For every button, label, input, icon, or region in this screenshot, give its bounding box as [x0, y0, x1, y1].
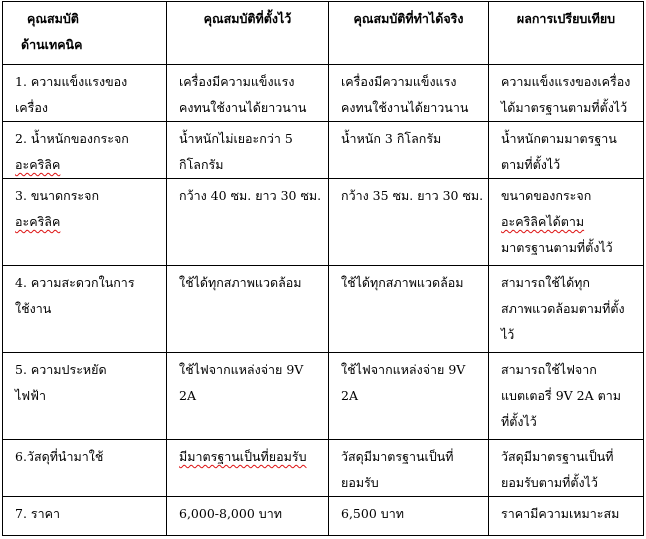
table-row [3, 353, 644, 440]
cell-result [489, 65, 644, 122]
cell-line: ความแข็งแรงของเครื่อง [501, 74, 631, 89]
cell-line: ใช้ไฟจากแหล่งจ่าย 9V [341, 362, 466, 377]
cell-result [489, 497, 644, 536]
cell-line: อะคริลิคได้ตาม [501, 214, 585, 229]
table-row [3, 497, 644, 536]
cell-line: ได้มาตรฐานตามที่ตั้งไว้ [501, 100, 628, 115]
cell-line: กว้าง 35 ซม. ยาว 30 ซม. [341, 188, 484, 203]
cell-line: ยอมรับ [341, 475, 379, 490]
cell-line: สภาพแวดล้อมตามที่ตั้ง [501, 301, 625, 316]
cell-line: 2A [179, 388, 196, 403]
cell-result [489, 122, 644, 179]
cell-line: แบตเตอรี่ 9V 2A ตาม [501, 388, 621, 403]
header-technical-property [3, 2, 167, 65]
cell-line: มาตรฐานตามที่ตั้งไว้ [501, 240, 613, 255]
cell-line: 7. ราคา [15, 506, 61, 521]
cell-actual [329, 266, 489, 353]
cell-property [3, 353, 167, 440]
cell-line: ใช้ได้ทุกสภาพแวดล้อม [341, 275, 464, 290]
cell-property [3, 122, 167, 179]
cell-target [167, 440, 329, 497]
cell-target [167, 65, 329, 122]
cell-result [489, 353, 644, 440]
comparison-table [2, 1, 644, 536]
cell-line: ราคามีความเหมาะสม [501, 506, 620, 521]
header-line: ด้านเทคนิค [21, 37, 83, 52]
cell-actual [329, 122, 489, 179]
cell-line: สามารถใช้ไฟจาก [501, 362, 597, 377]
header-target-property [167, 2, 329, 65]
cell-actual [329, 179, 489, 266]
header-comparison-result [489, 2, 644, 65]
cell-target [167, 497, 329, 536]
cell-line: ไว้ [501, 327, 515, 342]
cell-target [167, 179, 329, 266]
cell-line: คงทนใช้งานได้ยาวนาน [179, 100, 307, 115]
cell-actual [329, 353, 489, 440]
cell-line: 5. ความประหยัด [15, 362, 107, 377]
cell-line: ขนาดของกระจก [501, 188, 592, 203]
table-row [3, 65, 644, 122]
cell-line: อะคริลิค [15, 214, 61, 229]
cell-target [167, 353, 329, 440]
cell-line: 6,000-8,000 บาท [179, 506, 282, 521]
table-row [3, 122, 644, 179]
table-row [3, 266, 644, 353]
cell-line: 2A [341, 388, 358, 403]
cell-line: ใช้ไฟจากแหล่งจ่าย 9V [179, 362, 304, 377]
header-line: คุณสมบัติที่ทำได้จริง [353, 11, 464, 26]
cell-line: 1. ความแข็งแรงของ [15, 74, 128, 89]
cell-actual [329, 497, 489, 536]
cell-property [3, 266, 167, 353]
cell-line: มีมาตรฐานเป็นที่ยอมรับ [179, 449, 307, 464]
cell-line: น้ำหนักตามมาตรฐาน [501, 131, 617, 146]
cell-line: ที่ตั้งไว้ [501, 414, 537, 429]
cell-line: 6.วัสดุที่นำมาใช้ [15, 449, 104, 464]
cell-property [3, 65, 167, 122]
cell-line: วัสดุมีมาตรฐานเป็นที่ [501, 449, 614, 464]
cell-line: เครื่อง [15, 100, 48, 115]
table-row [3, 179, 644, 266]
cell-line: ไฟฟ้า [15, 388, 47, 403]
cell-actual [329, 440, 489, 497]
cell-line: กิโลกรัม [179, 157, 224, 172]
cell-result [489, 266, 644, 353]
cell-line: กว้าง 40 ซม. ยาว 30 ซม. [179, 188, 322, 203]
cell-line: เครื่องมีความแข็งแรง [179, 74, 295, 89]
cell-target [167, 122, 329, 179]
header-line: ผลการเปรียบเทียบ [516, 11, 616, 26]
cell-property [3, 440, 167, 497]
cell-line: 2. น้ำหนักของกระจก [15, 131, 129, 146]
cell-line: เครื่องมีความแข็งแรง [341, 74, 457, 89]
table-header-row [3, 2, 644, 65]
cell-line: 3. ขนาดกระจก [15, 188, 100, 203]
cell-property [3, 497, 167, 536]
cell-line: น้ำหนักไม่เยอะกว่า 5 [179, 131, 293, 146]
cell-actual [329, 65, 489, 122]
cell-line: 6,500 บาท [341, 506, 404, 521]
cell-line: อะคริลิค [15, 157, 61, 172]
table-row [3, 440, 644, 497]
cell-line: ยอมรับตามที่ตั้งไว้ [501, 475, 598, 490]
cell-result [489, 179, 644, 266]
cell-line: ตามที่ตั้งไว้ [501, 157, 561, 172]
cell-line: 4. ความสะดวกในการ [15, 275, 135, 290]
header-line: คุณสมบัติ [27, 11, 79, 26]
cell-target [167, 266, 329, 353]
cell-line: น้ำหนัก 3 กิโลกรัม [341, 131, 442, 146]
header-line: คุณสมบัติที่ตั้งไว้ [203, 11, 292, 26]
cell-line: ใช้ได้ทุกสภาพแวดล้อม [179, 275, 302, 290]
cell-result [489, 440, 644, 497]
cell-property [3, 179, 167, 266]
cell-line: ใช้งาน [15, 301, 52, 316]
header-actual-property [329, 2, 489, 65]
cell-line: คงทนใช้งานได้ยาวนาน [341, 100, 469, 115]
cell-line: วัสดุมีมาตรฐานเป็นที่ [341, 449, 454, 464]
cell-line: สามารถใช้ได้ทุก [501, 275, 590, 290]
